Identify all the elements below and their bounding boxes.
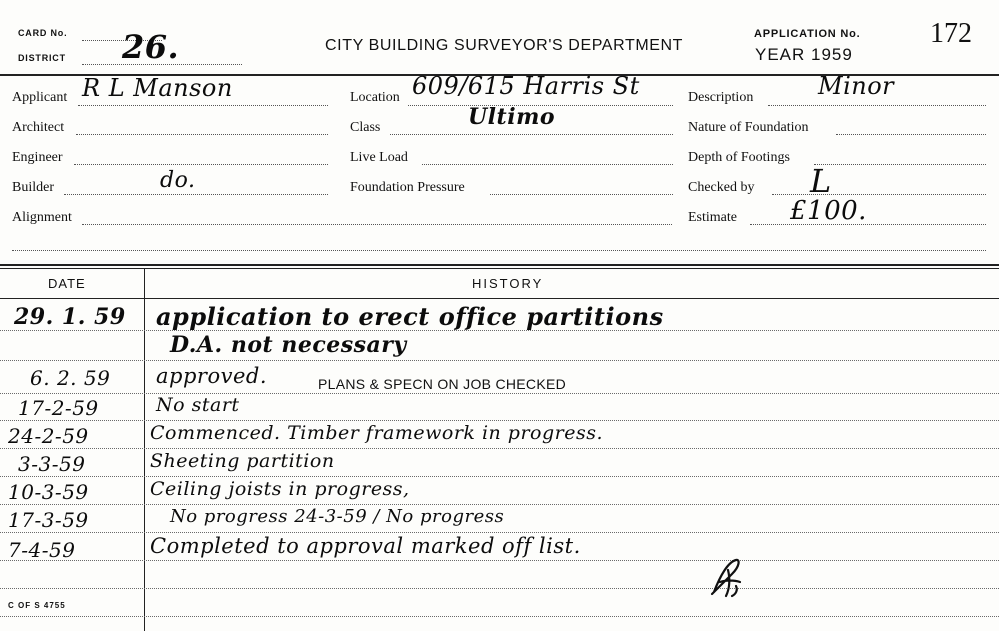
table-top-rule (0, 264, 999, 266)
row-rule (0, 360, 999, 361)
history-row-entry: application to erect office partitions (156, 302, 664, 331)
estimate-value: £100. (790, 196, 867, 226)
applicant-label: Applicant (12, 90, 68, 105)
checked-by-label: Checked by (688, 180, 755, 195)
builder-label: Builder (12, 180, 54, 195)
history-row-entry: Ceiling joists in progress, (150, 478, 410, 500)
history-row-date: 17-2-59 (18, 396, 99, 420)
estimate-underline (750, 224, 986, 225)
description-label: Description (688, 90, 754, 105)
history-row-date: 29. 1. 59 (14, 304, 126, 330)
row-rule (0, 448, 999, 449)
architect-underline (76, 134, 328, 135)
row-rule (0, 476, 999, 477)
history-row-entry: D.A. not necessary (170, 332, 407, 358)
table-header-rule (0, 298, 999, 299)
nature-of-foundation-label: Nature of Foundation (688, 120, 809, 135)
alignment-underline (82, 224, 672, 225)
row-rule (0, 504, 999, 505)
location-label: Location (350, 90, 400, 105)
history-row-entry: Sheeting partition (150, 450, 335, 472)
history-row-date: 6. 2. 59 (30, 366, 111, 390)
history-row-entry: No start (156, 394, 240, 416)
plans-checked-stamp: PLANS & SPECN ON JOB CHECKED (318, 376, 567, 392)
card-no-label: CARD No. (18, 28, 68, 38)
depth-of-footings-underline (814, 164, 986, 165)
description-underline (768, 105, 986, 106)
class-value: Ultimo (468, 104, 556, 130)
district-label: DISTRICT (18, 53, 66, 63)
history-row-entry: Commenced. Timber framework in progress. (150, 422, 604, 444)
history-row-entry: approved. (156, 364, 267, 388)
live-load-underline (422, 164, 673, 165)
card-no-value: 26. (122, 28, 180, 66)
applicant-underline (78, 105, 328, 106)
history-row-date: 3-3-59 (18, 452, 86, 476)
applicant-value: R L Manson (82, 74, 233, 102)
blank-line (12, 250, 986, 251)
table-column-divider (144, 268, 145, 631)
row-rule (0, 560, 999, 561)
date-column-header: DATE (48, 276, 86, 291)
row-rule (0, 616, 999, 617)
alignment-label: Alignment (12, 210, 72, 225)
foundation-pressure-label: Foundation Pressure (350, 180, 465, 195)
location-value: 609/615 Harris St (412, 72, 640, 100)
depth-of-footings-label: Depth of Footings (688, 150, 790, 165)
row-rule (0, 532, 999, 533)
checked-by-value: L (810, 162, 832, 200)
class-label: Class (350, 120, 381, 135)
foundation-pressure-underline (490, 194, 673, 195)
engineer-label: Engineer (12, 150, 63, 165)
year-label: YEAR 1959 (755, 45, 853, 64)
builder-value: do. (160, 168, 196, 193)
history-row-date: 24-2-59 (8, 424, 89, 448)
history-row-date: 10-3-59 (8, 480, 89, 504)
estimate-label: Estimate (688, 210, 737, 225)
class-underline (390, 134, 673, 135)
history-row-entry: No progress 24-3-59 / No progress (170, 506, 505, 527)
application-no-value: 172 (930, 18, 972, 49)
initials-signature-mark (706, 556, 746, 600)
row-rule (0, 588, 999, 589)
architect-label: Architect (12, 120, 65, 135)
checked-by-underline (772, 194, 986, 195)
row-rule (0, 393, 999, 394)
table-top-rule-2 (0, 268, 999, 269)
history-row-date: 7-4-59 (8, 538, 76, 562)
form-code: C OF S 4755 (8, 601, 66, 610)
history-column-header: HISTORY (472, 276, 544, 291)
row-rule (0, 420, 999, 421)
engineer-underline (74, 164, 328, 165)
nature-of-foundation-underline (836, 134, 986, 135)
department-title: CITY BUILDING SURVEYOR'S DEPARTMENT (325, 37, 684, 54)
history-row-date: 17-3-59 (8, 508, 89, 532)
history-row-entry: Completed to approval marked off list. (150, 534, 581, 558)
builder-underline (64, 194, 328, 195)
live-load-label: Live Load (350, 150, 408, 165)
description-value: Minor (818, 72, 895, 100)
application-no-label: APPLICATION No. (754, 28, 861, 40)
